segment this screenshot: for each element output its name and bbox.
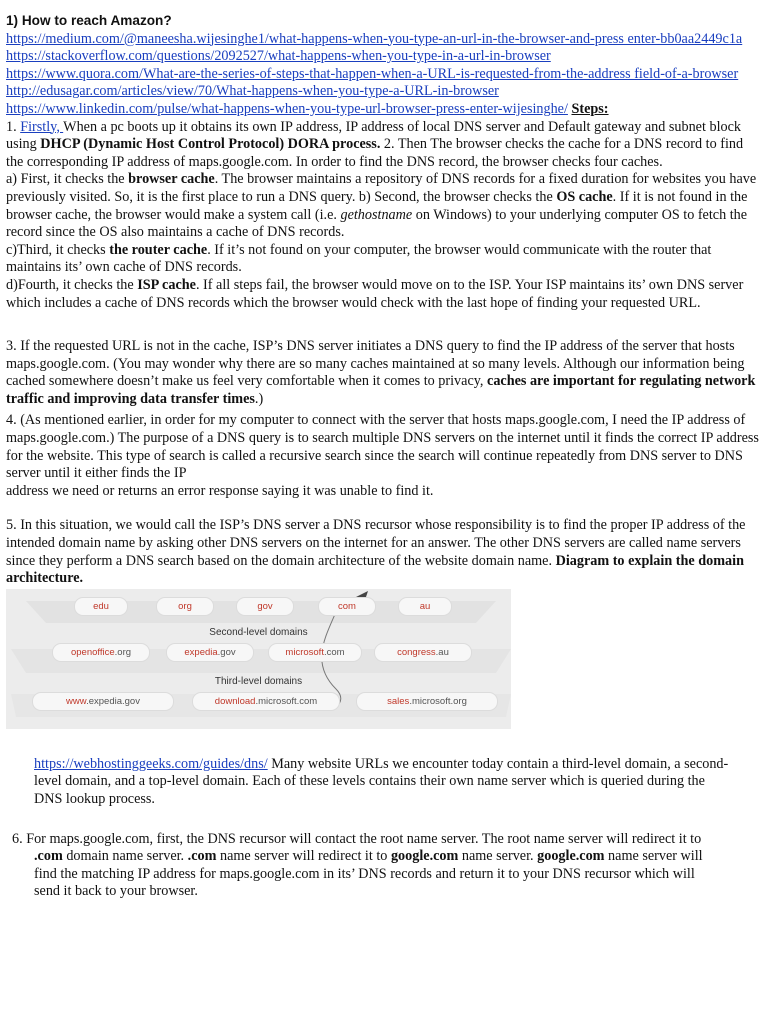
domain-name: congress <box>397 646 436 658</box>
domain-suffix: .gov <box>217 646 236 658</box>
webhosting-text: Many website URLs we encounter today contain a third-level domain, a second-level domain, and a top-level domain. Each of these levels contains their own name server which is queried during the DNS lookup process. <box>34 755 729 807</box>
host-name: download <box>214 695 256 707</box>
link-linkedin[interactable]: https://www.linkedin.com/pulse/what-happens-when-you-type-url-browser-press-enter-wijesinghe/ <box>6 100 568 117</box>
step-1-paragraph <box>6 119 762 172</box>
domain-suffix: .com <box>323 646 345 658</box>
domain-name: expedia <box>184 646 218 658</box>
isp-cache-bold: ISP cache <box>137 276 196 293</box>
caches-important-bold: caches are important for regulating network traffic and improving data transfer times <box>6 373 756 407</box>
domain-architecture-diagram <box>6 589 511 729</box>
host-suffix: .microsoft.org <box>409 695 467 707</box>
step-6-paragraph <box>12 830 714 901</box>
step-3-paragraph <box>6 338 762 408</box>
domain-name: microsoft <box>285 646 324 658</box>
step-3-text-2: .) <box>254 390 264 407</box>
link-webhostinggeeks[interactable]: https://webhostinggeeks.com/guides/dns/ <box>34 755 268 772</box>
para-a-text-1: a) First, it checks the <box>6 171 129 188</box>
tld-edu <box>74 597 128 616</box>
document-page <box>6 12 762 901</box>
host-download-microsoft <box>192 692 340 711</box>
para-d-text-2: . If all steps fail, the browser would move on to the ISP. Your ISP maintains its’ own DNS server which includes a cache of DNS records which the browser would check with the last hope of finding your requested URL. <box>6 276 744 311</box>
third-level-label: Third-level domains <box>214 675 303 687</box>
dhcp-bold: DHCP (Dynamic Host Control Protocol) DORA process. <box>40 136 381 153</box>
link-medium[interactable]: https://medium.com/@maneesha.wijesinghe1/what-happens-when-you-type-an-url-in-the-browser-and-press enter-bb0aa2449c1a <box>6 30 743 47</box>
para-c-text-1: c)Third, it checks <box>6 241 110 258</box>
tld-com <box>318 597 376 616</box>
tld-au <box>398 597 452 616</box>
spacer <box>6 312 762 329</box>
linkedin-line <box>6 101 762 119</box>
host-suffix: .expedia.gov <box>86 695 140 707</box>
link-stackoverflow[interactable]: https://stackoverflow.com/questions/2092527/what-happens-when-you-type-in-a-url-in-browser <box>6 48 551 65</box>
step-1-text-b: 2. Then The browser checks the cache for a DNS record to find the corresponding IP address of maps.google.com. In order to find the DNS record, the browser checks four caches. <box>6 136 744 170</box>
domain-name: openoffice <box>70 646 115 658</box>
domain-expedia <box>166 643 254 662</box>
link-edusagar[interactable]: http://edusagar.com/articles/view/70/What-happens-when-you-type-a-URL-in-browser <box>6 83 499 100</box>
step-5-paragraph <box>6 517 762 587</box>
webhosting-paragraph <box>34 756 734 809</box>
host-www-expedia <box>32 692 174 711</box>
step-6-text-1: 6. For maps.google.com, first, the DNS recursor will contact the root name server. The root name server will redirect it to <box>12 830 702 847</box>
step-6-text-2: domain name server. <box>62 848 188 865</box>
spacer <box>6 729 762 756</box>
step-4-text-1: 4. (As mentioned earlier, in order for my computer to connect with the server that hosts maps.google.com, I need the IP address of maps.google.com.) The purpose of a DNS query is to search multiple DNS servers on the internet until it finds the correct IP address for the website. This type of search is called a recursive search since the search will continue repeatedly from DNS server to DNS server until it either finds the IP <box>6 412 759 482</box>
domain-congress <box>374 643 472 662</box>
step-4-text-2: address we need or returns an error response saying it was unable to find it. <box>6 482 434 499</box>
spacer <box>6 809 762 831</box>
para-a <box>6 171 762 241</box>
firstly-link[interactable]: Firstly, <box>20 118 64 135</box>
google-bold-1: google.com <box>390 848 459 865</box>
tld-label: edu <box>93 600 109 612</box>
tld-label: au <box>419 600 431 612</box>
tld-label: com <box>338 600 356 612</box>
host-sales-microsoft <box>356 692 498 711</box>
tld-gov <box>236 597 294 616</box>
para-a-text-2: . The browser maintains a repository of DNS records for a fixed duration for websites you have previously visited. So, it is the first place to run a DNS query. b) Second, the browser checks the <box>6 171 757 205</box>
router-cache-bold: the router cache <box>109 241 208 258</box>
host-name: www <box>66 695 87 707</box>
para-d <box>6 277 762 312</box>
para-c-text-2: . If it’s not found on your computer, the browser would communicate with the router that maintains its’ own cache of DNS records. <box>6 241 712 276</box>
step-1-number: 1. <box>6 118 21 135</box>
browser-cache-bold: browser cache <box>128 171 215 188</box>
step-5-text-1: 5. In this situation, we would call the ISP’s DNS server a DNS recursor whose responsibility is to find the proper IP address of the intended domain name by asking other DNS servers on the internet for an answer. The other DNS servers are called name servers since they perform a DNS search based on the domain architecture of the website domain name. <box>6 517 746 569</box>
gethostname-italic: gethostname <box>340 206 413 223</box>
domain-suffix: .au <box>435 646 449 658</box>
steps-label: Steps: <box>571 100 609 117</box>
google-bold-2: google.com <box>537 848 605 865</box>
domain-openoffice <box>52 643 150 662</box>
diagram-caption-bold: Diagram to explain the domain architecture. <box>6 552 744 587</box>
spacer <box>6 500 762 517</box>
spacer <box>6 329 762 338</box>
second-level-label: Second-level domains <box>209 626 308 638</box>
link-quora[interactable]: https://www.quora.com/What-are-the-series-of-steps-that-happen-when-a-URL-is-requested-from-the-address field-of-a-browser <box>6 65 739 82</box>
para-d-text-1: d)Fourth, it checks the <box>6 276 138 293</box>
domain-microsoft <box>268 643 362 662</box>
step-3-text-1: 3. If the requested URL is not in the cache, ISP’s DNS server initiates a DNS query to find the IP address of the server that hosts maps.google.com. (You may wonder why there are so many caches maintained at so many levels. Although our information being cached somewhere doesn’t make us feel very comfortable when it comes to privacy, <box>6 338 745 390</box>
com-bold-2: .com <box>187 848 217 865</box>
step-6-text-5: name server will find the matching IP address for maps.google.com in its’ DNS records and return it to your DNS recursor which will send it back to your browser. <box>34 848 703 900</box>
host-suffix: .microsoft.com <box>255 695 318 707</box>
step-6-text-4: name server. <box>458 848 538 865</box>
step-1-text-a: When a pc boots up it obtains its own IP address, IP address of local DNS server and Default gateway and subnet block using <box>6 118 741 153</box>
step-4-paragraph <box>6 412 762 500</box>
tld-org <box>156 597 214 616</box>
step-6-text-3: name server will redirect it to <box>216 848 391 865</box>
tld-label: org <box>178 600 192 612</box>
para-a-text-4: on Windows) to your underlying computer OS to fetch the record since the OS also maintains a cache of DNS records. <box>6 206 748 241</box>
para-c <box>6 242 762 277</box>
host-name: sales <box>387 695 410 707</box>
para-a-text-3: . If it is not found in the browser cache, the browser would make a system call (i.e. <box>6 188 748 223</box>
com-bold-1: .com <box>34 848 63 865</box>
domain-suffix: .org <box>114 646 132 658</box>
tld-label: gov <box>257 600 273 612</box>
heading: 1) How to reach Amazon? <box>6 13 172 28</box>
os-cache-bold: OS cache <box>556 188 613 205</box>
